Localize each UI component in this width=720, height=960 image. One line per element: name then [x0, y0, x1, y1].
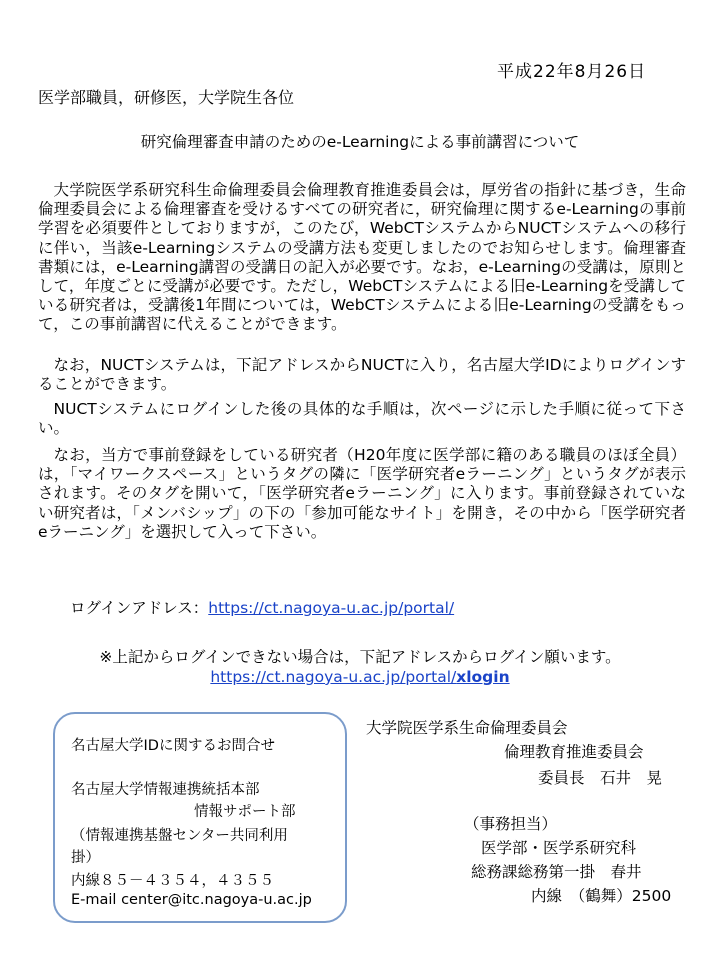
paragraph-procedure: NUCTシステムにログインした後の具体的な手順は，次ページに示した手順に従って下さい。	[38, 400, 686, 438]
addressee: 医学部職員，研修医，大学院生各位	[38, 88, 295, 107]
signature-chair: 委員長 石井 晃	[538, 769, 663, 787]
fallback-url-bold[interactable]: xlogin	[456, 668, 510, 686]
contact-box	[53, 712, 347, 923]
contact-heading: 名古屋大学IDに関するお問合せ	[71, 738, 275, 754]
fallback-url[interactable]	[0, 668, 720, 686]
contact-extension: 内線８５－４３５４，４３５５	[71, 873, 274, 889]
paragraph-intro: 大学院医学系研究科生命倫理委員会倫理教育推進委員会は，厚労省の指針に基づき，生命倫理委員会による倫理審査を受けるすべての研究者に，研究倫理に関するe-Learningの事前学習を必須要件としておりますが，このたび，WebCTシステムからNUCTシステムへの移行に伴い，当該e-Learningシステムの受講方法も変更しましたのでお知らせします。倫理審査書類には，e-Learning講習の受講日の記入が必要です。なお，e-Learningの受講は，原則として，年度ごとに受講が必要です。ただし，WebCTシステムによる旧e-Learningを受講している研究者は，受講後1年間については，WebCTシステムによる旧e-Learningの受講をもって，この事前講習に代えることができます。	[38, 181, 686, 334]
contact-email: E-mail center@itc.nagoya-u.ac.jp	[71, 892, 312, 908]
contact-org: 名古屋大学情報連携統括本部	[71, 782, 260, 798]
login-address	[70, 596, 454, 618]
office-dept: 医学部・医学系研究科	[481, 839, 637, 857]
paragraph-nuct-login: なお，NUCTシステムは，下記アドレスからNUCTに入り，名古屋大学IDによりログインすることができます。	[38, 356, 686, 394]
contact-section: （情報連携基盤センター共同利用	[71, 828, 288, 844]
fallback-url-link[interactable]	[210, 668, 509, 686]
office-label: （事務担当）	[464, 815, 558, 833]
login-label: ログインアドレス：	[70, 599, 209, 617]
contact-dept: 情報サポート部	[194, 804, 296, 820]
fallback-url-prefix[interactable]: https://ct.nagoya-u.ac.jp/portal/	[210, 668, 457, 686]
signature-committee: 倫理教育推進委員会	[504, 743, 644, 761]
fallback-note: ※上記からログインできない場合は，下記アドレスからログイン願います。	[99, 648, 621, 666]
signature-org: 大学院医学系生命倫理委員会	[366, 719, 568, 737]
office-section: 総務課総務第一掛 春井	[471, 863, 642, 881]
paragraph-registration: なお，当方で事前登録をしている研究者（H20年度に医学部に籍のある職員のほぼ全員）は，「マイワークスペース」というタグの隣に「医学研究者eラーニング」というタグが表示されます。そのタグを開いて，「医学研究者eラーニング」に入ります。事前登録されていない研究者は，「メンバシップ」の下の「参加可能なサイト」を開き，その中から「医学研究者eラーニング」を選択して入って下さい。	[38, 446, 686, 541]
contact-section-end: 掛）	[71, 850, 100, 866]
document-title: 研究倫理審査申請のためのe-Learningによる事前講習について	[140, 133, 580, 151]
login-url-link[interactable]: https://ct.nagoya-u.ac.jp/portal/	[208, 599, 455, 617]
office-extension: 内線 （鶴舞）2500	[531, 887, 672, 905]
document-date: 平成22年8月26日	[497, 62, 647, 82]
